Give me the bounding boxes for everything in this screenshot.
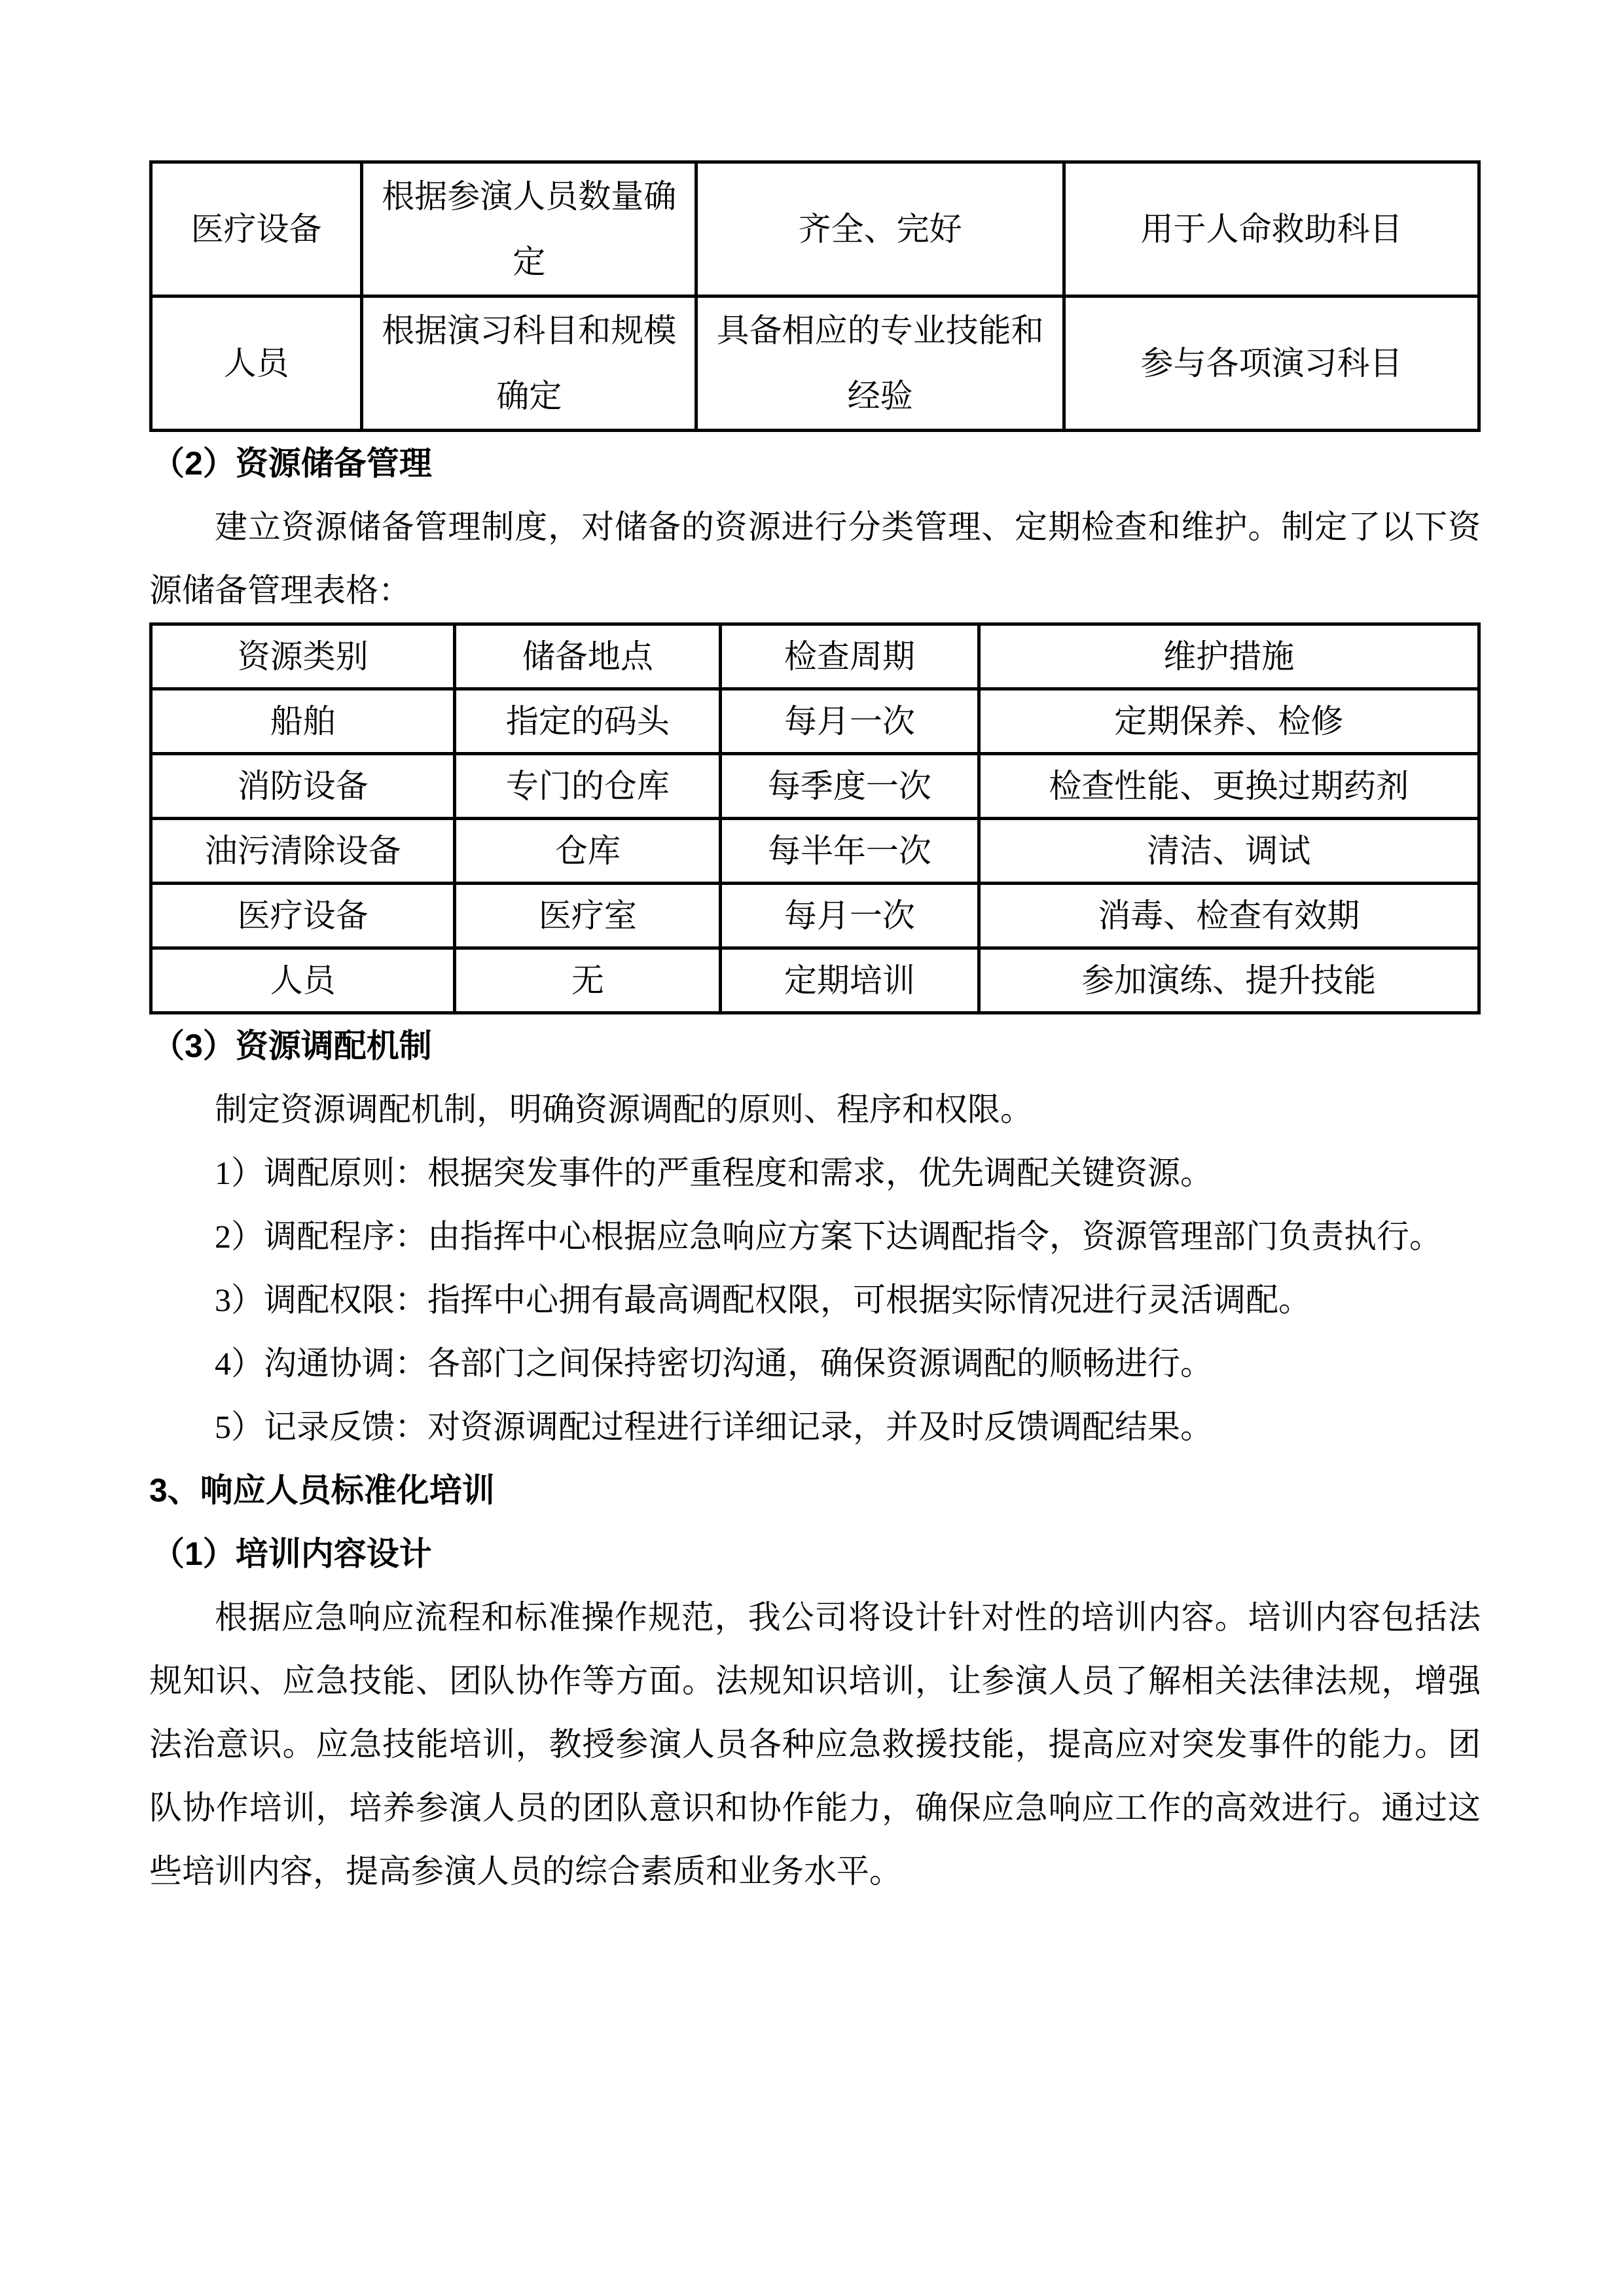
- table-cell: 医疗设备: [151, 162, 362, 296]
- list-item-dispatch-authority: 3）调配权限：指挥中心拥有最高调配权限，可根据实际情况进行灵活调配。: [215, 1282, 1311, 1318]
- document-content: [149, 0, 1481, 1903]
- table-row: [151, 884, 1479, 948]
- table-cell: 医疗室: [455, 884, 721, 948]
- table-cell: 齐全、完好: [696, 162, 1064, 296]
- table-cell: 清洁、调试: [979, 819, 1479, 884]
- table-cell: 每季度一次: [721, 754, 979, 819]
- section-heading-training: 3、响应人员标准化培训: [149, 1472, 495, 1509]
- paragraph-dispatch-intro: 制定资源调配机制，明确资源调配的原则、程序和权限。: [215, 1091, 1033, 1128]
- list-item-dispatch-principle: 1）调配原则：根据突发事件的严重程度和需求，优先调配关键资源。: [215, 1155, 1213, 1191]
- resource-reserve-table: [149, 622, 1481, 1014]
- table-row: [151, 296, 1479, 431]
- table-cell: 用于人命救助科目: [1064, 162, 1479, 296]
- list-item-communication: 4）沟通协调：各部门之间保持密切沟通，确保资源调配的顺畅进行。: [215, 1345, 1213, 1382]
- table-cell: 每月一次: [721, 884, 979, 948]
- paragraph-reserve-management: 建立资源储备管理制度，对储备的资源进行分类管理、定期检查和维护。制定了以下资源储备管理表格：: [149, 509, 1481, 609]
- table-cell: 人员: [151, 296, 362, 431]
- table-cell: 具备相应的专业技能和经验: [696, 296, 1064, 431]
- table-row: [151, 754, 1479, 819]
- table-cell: 每半年一次: [721, 819, 979, 884]
- column-header: 储备地点: [455, 624, 721, 689]
- exercise-resources-table: [149, 160, 1481, 432]
- table-row: [151, 819, 1479, 884]
- column-header: 检查周期: [721, 624, 979, 689]
- table-cell: 仓库: [455, 819, 721, 884]
- table-header-row: [151, 624, 1479, 689]
- table-row: [151, 948, 1479, 1013]
- column-header: 维护措施: [979, 624, 1479, 689]
- table-cell: 船舶: [151, 689, 455, 754]
- column-header: 资源类别: [151, 624, 455, 689]
- table-cell: 消防设备: [151, 754, 455, 819]
- table-cell: 检查性能、更换过期药剂: [979, 754, 1479, 819]
- table-cell: 消毒、检查有效期: [979, 884, 1479, 948]
- table-cell: 参与各项演习科目: [1064, 296, 1479, 431]
- table-cell: 根据演习科目和规模确定: [362, 296, 696, 431]
- paragraph-training-content: 根据应急响应流程和标准操作规范，我公司将设计针对性的培训内容。培训内容包括法规知识、应急技能、团队协作等方面。法规知识培训，让参演人员了解相关法律法规，增强法治意识。应急技能培训，教授参演人员各种应急救援技能，提高应对突发事件的能力。团队协作培训，培养参演人员的团队意识和协作能力，确保应急响应工作的高效进行。通过这些培训内容，提高参演人员的综合素质和业务水平。: [149, 1599, 1481, 1890]
- section-heading-training-content-design: （1）培训内容设计: [152, 1535, 432, 1572]
- table-cell: 油污清除设备: [151, 819, 455, 884]
- table-cell: 专门的仓库: [455, 754, 721, 819]
- section-heading-reserve-management: （2）资源储备管理: [152, 445, 432, 482]
- list-item-record-feedback: 5）记录反馈：对资源调配过程进行详细记录，并及时反馈调配结果。: [215, 1408, 1213, 1445]
- table-cell: 参加演练、提升技能: [979, 948, 1479, 1013]
- section-heading-dispatch-mechanism: （3）资源调配机制: [152, 1028, 432, 1064]
- table-cell: 根据参演人员数量确定: [362, 162, 696, 296]
- table-cell: 每月一次: [721, 689, 979, 754]
- table-row: [151, 162, 1479, 296]
- table-cell: 医疗设备: [151, 884, 455, 948]
- table-cell: 定期培训: [721, 948, 979, 1013]
- table-cell: 无: [455, 948, 721, 1013]
- table-row: [151, 689, 1479, 754]
- table-cell: 人员: [151, 948, 455, 1013]
- table-cell: 定期保养、检修: [979, 689, 1479, 754]
- list-item-dispatch-procedure: 2）调配程序：由指挥中心根据应急响应方案下达调配指令，资源管理部门负责执行。: [215, 1218, 1442, 1255]
- table-cell: 指定的码头: [455, 689, 721, 754]
